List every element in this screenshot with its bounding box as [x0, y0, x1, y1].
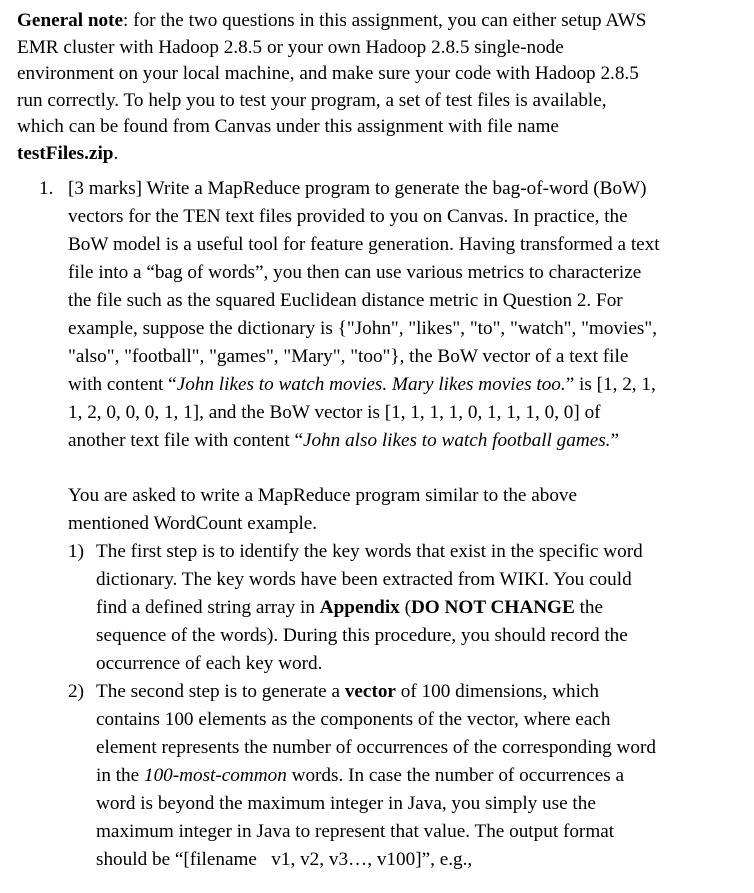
general-note-line-3: environment on your local machine, and make sure your code with Hadoop 2.8.5: [17, 63, 639, 84]
step-1-line-5: occurrence of each key word.: [96, 653, 323, 674]
q1-line-9: 1, 2, 0, 0, 0, 1, 1], and the BoW vector is [1, 1, 1, 1, 0, 1, 1, 1, 0, 0] of: [68, 402, 601, 423]
q1-intro-line-2: mentioned WordCount example.: [68, 513, 318, 534]
step-2-line-3: element represents the number of occurrences of the corresponding word: [96, 737, 656, 758]
q1-line-8: with content “John likes to watch movies. Mary likes movies too.” is [1, 2, 1,: [68, 374, 656, 395]
step-1-line-1: The first step is to identify the key words that exist in the specific word: [96, 541, 643, 562]
step-2-line-1: The second step is to generate a vector of 100 dimensions, which: [96, 681, 600, 702]
q1-line-4: file into a “bag of words”, you then can use various metrics to characterize: [68, 262, 642, 283]
step-1-number: 1): [68, 541, 84, 562]
general-note-line-5: which can be found from Canvas under this assignment with file name: [17, 116, 559, 137]
step-2-line-2: contains 100 elements as the components of the vector, where each: [96, 709, 611, 730]
most-common-term: 100-most-common: [143, 765, 287, 786]
appendix-ref: Appendix: [319, 597, 400, 618]
general-note-line-1: General note: for the two questions in this assignment, you can either setup AWS: [17, 10, 647, 31]
example-text-1: John likes to watch movies. Mary likes movies too.: [176, 374, 566, 395]
question-number: 1.: [39, 178, 54, 199]
q1-line-10: another text file with content “John also likes to watch football games.”: [68, 430, 620, 451]
q1-line-1: [3 marks] Write a MapReduce program to generate the bag-of-word (BoW): [68, 178, 647, 199]
step-2-line-7: should be “[filename v1, v2, v3…, v100]”, e.g.,: [96, 849, 473, 870]
general-note-line-6: testFiles.zip.: [17, 143, 119, 164]
step-2-line-4: in the 100-most-common words. In case the number of occurrences a: [96, 765, 625, 786]
do-not-change-note: DO NOT CHANGE: [410, 597, 575, 618]
general-note-line-4: run correctly. To help you to test your program, a set of test files is available,: [17, 90, 607, 111]
q1-line-5: the file such as the squared Euclidean distance metric in Question 2. For: [68, 290, 623, 311]
q1-line-6: example, suppose the dictionary is {"John", "likes", "to", "watch", "movies",: [68, 318, 657, 339]
q1-intro-line-1: You are asked to write a MapReduce program similar to the above: [68, 485, 578, 506]
q1-line-7: "also", "football", "games", "Mary", "too"}, the BoW vector of a text file: [68, 346, 629, 367]
step-1-line-3: find a defined string array in Appendix (DO NOT CHANGE the: [96, 597, 604, 618]
step-2-line-6: maximum integer in Java to represent that value. The output format: [96, 821, 615, 842]
q1-line-3: BoW model is a useful tool for feature generation. Having transformed a text: [68, 234, 660, 255]
general-note-label: General note: [17, 10, 124, 31]
example-text-2: John also likes to watch football games.: [302, 430, 611, 451]
q1-line-2: vectors for the TEN text files provided to you on Canvas. In practice, the: [68, 206, 628, 227]
step-1-line-2: dictionary. The key words have been extracted from WIKI. You could: [96, 569, 632, 590]
step-1-line-4: sequence of the words). During this procedure, you should record the: [96, 625, 628, 646]
step-2-line-5: word is beyond the maximum integer in Java, you simply use the: [96, 793, 596, 814]
test-files-filename: testFiles.zip: [17, 143, 114, 164]
general-note-line-2: EMR cluster with Hadoop 2.8.5 or your own Hadoop 2.8.5 single-node: [17, 37, 564, 58]
vector-term: vector: [344, 681, 396, 702]
step-2-number: 2): [68, 681, 84, 702]
